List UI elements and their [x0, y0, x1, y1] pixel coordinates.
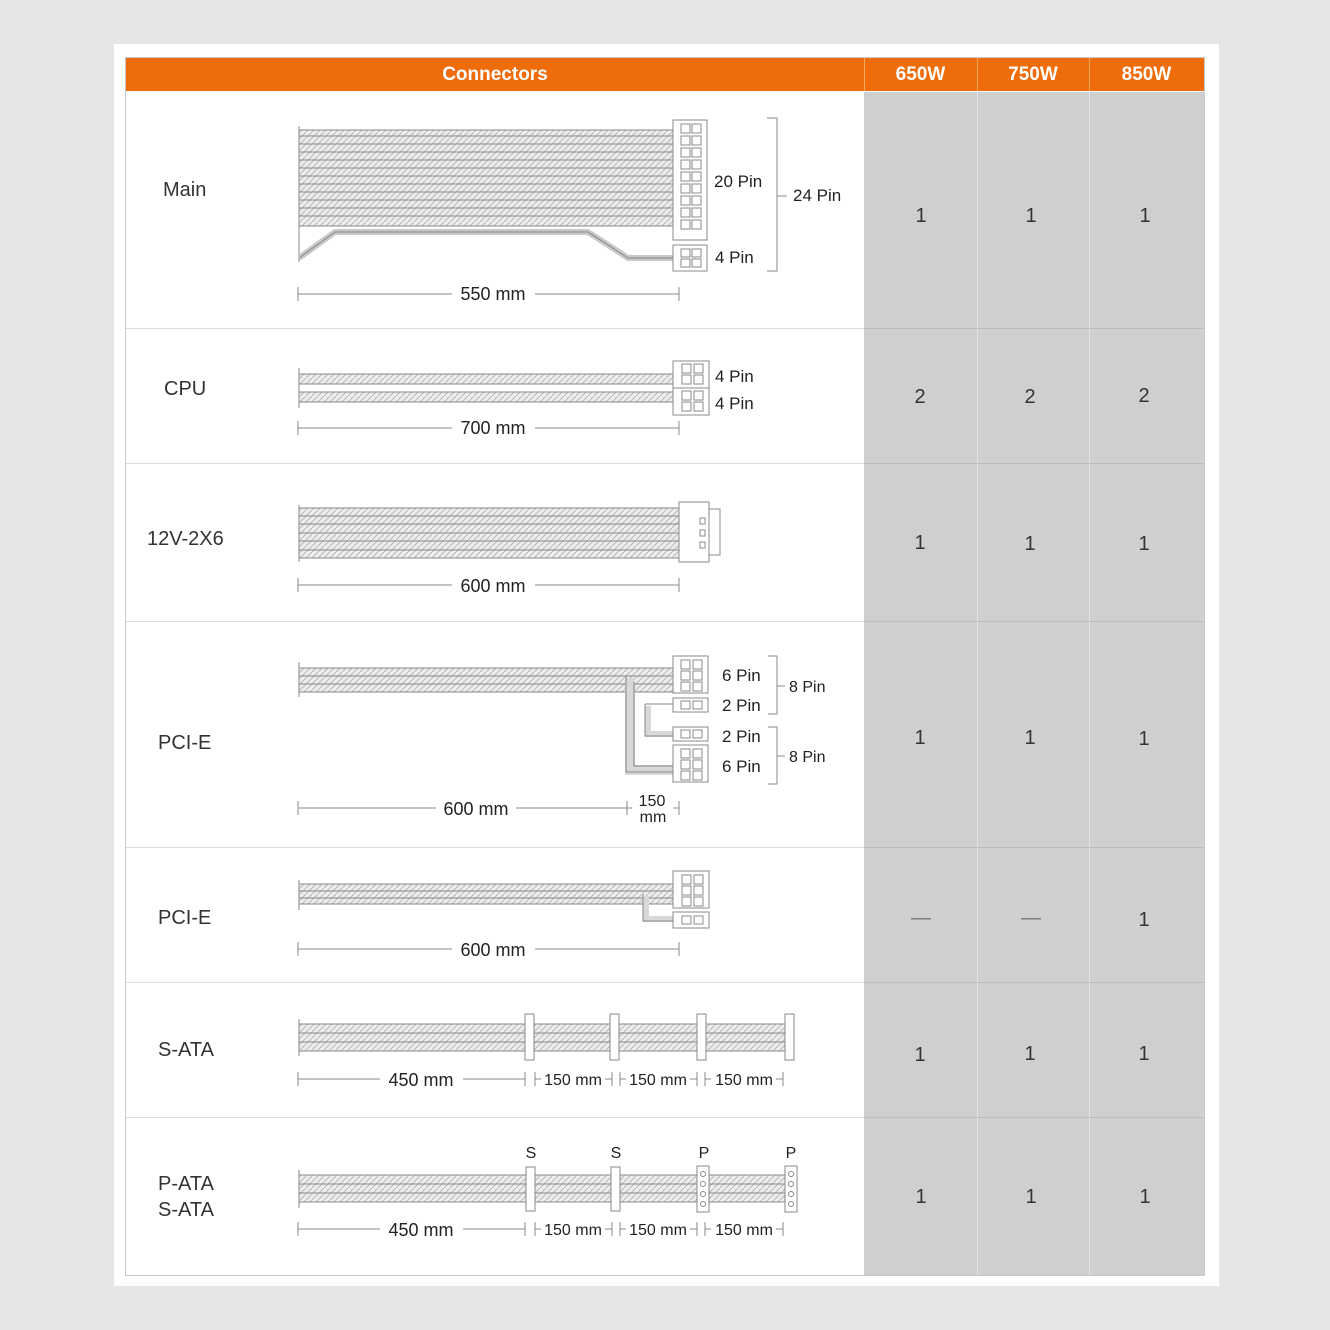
value-12v2x6-750w: 1: [1024, 533, 1036, 555]
pcie-pin-label-2a: 2 Pin: [722, 696, 761, 715]
value-cpu-650w: 2: [914, 386, 926, 408]
plug-type-2: S: [610, 1145, 622, 1162]
pata-sata-length: 450 mm: [388, 1220, 454, 1240]
header-model-850w: 850W: [1121, 64, 1172, 85]
pcie-dual-length: 600 mm: [443, 799, 509, 819]
value-sata-750w: 1: [1024, 1043, 1036, 1065]
value-sata-650w: 1: [914, 1044, 926, 1066]
connector-label-pcie-single: PCI-E: [158, 907, 212, 929]
value-pata-sata-850w: 1: [1139, 1186, 1151, 1208]
pcie-dual-cable-drawing: [298, 656, 785, 815]
pcie-pin-label-8a: 8 Pin: [789, 679, 826, 696]
main-length: 550 mm: [460, 284, 526, 304]
cpu-pin-label-b: 4 Pin: [715, 394, 754, 413]
main-pin-label-24: 24 Pin: [793, 186, 842, 205]
pata-sata-segment-1: 150 mm: [544, 1222, 602, 1239]
12v2x6-length: 600 mm: [460, 576, 526, 596]
pcie-pin-label-6b: 6 Pin: [722, 757, 761, 776]
pata-sata-segment-2: 150 mm: [629, 1222, 687, 1239]
connector-label-sata: S-ATA: [158, 1039, 214, 1061]
sata-segment-2: 150 mm: [629, 1072, 687, 1089]
value-main-850w: 1: [1139, 205, 1151, 227]
value-main-650w: 1: [915, 205, 927, 227]
main-cable-drawing: [298, 118, 787, 301]
value-pcie-dual-750w: 1: [1024, 727, 1036, 749]
header-connectors: Connectors: [442, 64, 548, 85]
value-pcie-single-650w: —: [911, 907, 931, 929]
cpu-pin-label-a: 4 Pin: [715, 367, 754, 386]
connector-label-pata-sata: P-ATA S-ATA: [158, 1173, 214, 1221]
value-main-750w: 1: [1025, 205, 1037, 227]
pcie-pin-label-8b: 8 Pin: [789, 749, 826, 766]
pcie-dual-extra-length-value: 150: [638, 793, 666, 810]
value-pata-sata-750w: 1: [1025, 1186, 1037, 1208]
value-cpu-850w: 2: [1138, 385, 1150, 407]
value-pata-sata-650w: 1: [915, 1186, 927, 1208]
pata-sata-segment-3: 150 mm: [715, 1222, 773, 1239]
value-pcie-single-750w: —: [1021, 907, 1041, 929]
pcie-single-length: 600 mm: [460, 940, 526, 960]
value-12v2x6-650w: 1: [914, 532, 926, 554]
value-pcie-single-850w: 1: [1138, 909, 1150, 931]
value-pcie-dual-850w: 1: [1138, 728, 1150, 750]
connector-label-cpu: CPU: [164, 378, 207, 400]
main-pin-label-4: 4 Pin: [715, 248, 754, 267]
plug-type-1: S: [525, 1145, 537, 1162]
sata-length: 450 mm: [388, 1070, 454, 1090]
plug-type-3: P: [698, 1145, 710, 1162]
connector-label-pcie-dual: PCI-E: [158, 732, 212, 754]
header-model-650w: 650W: [895, 64, 946, 85]
sata-segment-3: 150 mm: [715, 1072, 773, 1089]
pcie-dual-extra-length-unit: mm: [639, 809, 667, 826]
value-cpu-750w: 2: [1024, 386, 1036, 408]
connector-label-main: Main: [163, 179, 207, 201]
main-pin-label-20: 20 Pin: [714, 172, 763, 191]
pcie-pin-label-2b: 2 Pin: [722, 727, 761, 746]
cpu-length: 700 mm: [460, 418, 526, 438]
value-pcie-dual-650w: 1: [914, 727, 926, 749]
value-12v2x6-850w: 1: [1138, 533, 1150, 555]
pcie-pin-label-6a: 6 Pin: [722, 666, 761, 685]
value-sata-850w: 1: [1138, 1043, 1150, 1065]
header-model-750w: 750W: [1008, 64, 1058, 85]
sata-segment-1: 150 mm: [544, 1072, 602, 1089]
plug-type-4: P: [785, 1145, 797, 1162]
connector-label-12v2x6: 12V-2X6: [147, 528, 224, 550]
